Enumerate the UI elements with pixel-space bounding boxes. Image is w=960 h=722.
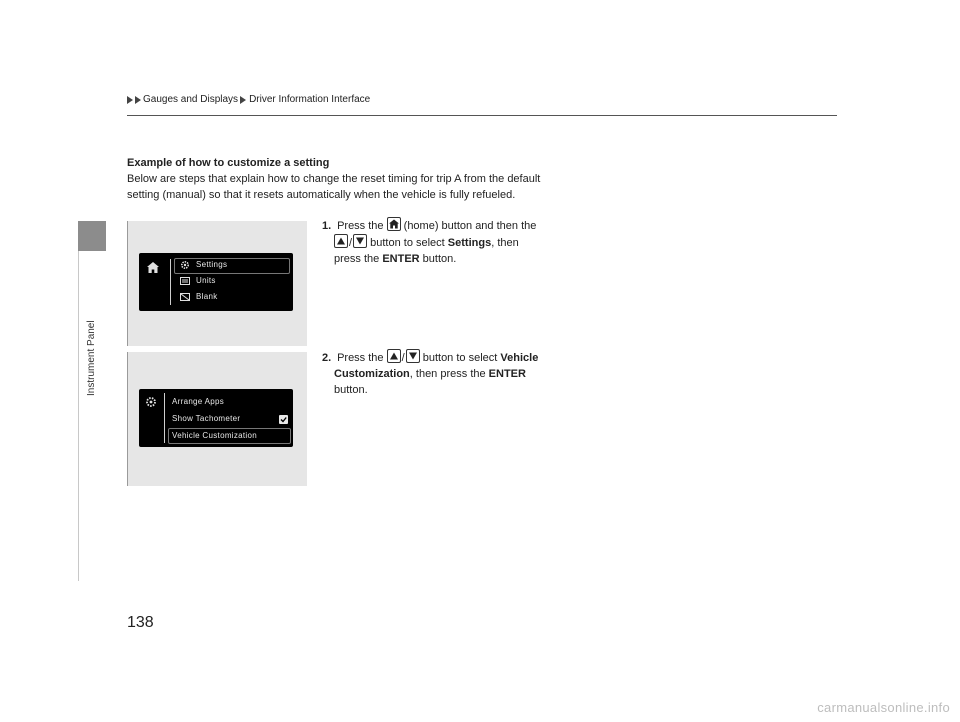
chapter-tab (78, 221, 106, 251)
page-number: 138 (127, 614, 154, 631)
intro (127, 155, 557, 203)
target-customization: Customization (334, 368, 410, 380)
display-screen (139, 253, 293, 311)
section-label: Instrument Panel (86, 320, 97, 396)
step-2: 2. Press the / button to select Vehicle Customization, then press the ENTER button. (322, 349, 557, 398)
menu-item-units: Units (196, 276, 216, 285)
breadcrumb-parent[interactable]: Gauges and Displays (143, 94, 239, 105)
breadcrumb-arrow-icon (240, 96, 246, 104)
target-settings: Settings (447, 237, 492, 249)
units-icon (180, 277, 190, 285)
breadcrumb-current: Driver Information Interface (249, 94, 371, 105)
enter-key-label: ENTER (488, 368, 526, 380)
menu-item-blank: Blank (196, 292, 218, 301)
triangle-down-icon (353, 234, 367, 248)
gear-icon (145, 396, 157, 408)
breadcrumb-arrow-icon (127, 96, 133, 104)
display-screen (139, 389, 293, 447)
breadcrumb-arrow-icon (135, 96, 141, 104)
breadcrumb (127, 94, 370, 105)
figure-settings-menu (127, 221, 307, 346)
checkbox-checked-icon (279, 415, 288, 424)
home-icon (147, 262, 159, 273)
home-icon (387, 217, 401, 231)
target-vehicle: Vehicle (500, 352, 539, 364)
step-number: 1. (322, 220, 332, 232)
menu-item-settings: Settings (196, 260, 228, 269)
blank-icon (180, 293, 190, 301)
selection-highlight (174, 258, 290, 274)
sidebar-divider (78, 251, 79, 581)
triangle-up-icon (387, 349, 401, 363)
figure-settings-submenu (127, 352, 307, 486)
step-1: 1. Press the (home) button and then the / button to select Settings, then press the ENTER button. (322, 217, 557, 267)
triangle-down-icon (406, 349, 420, 363)
menu-item-vehicle-customization: Vehicle Customization (172, 431, 258, 440)
header-rule (127, 115, 837, 116)
enter-key-label: ENTER (382, 253, 420, 265)
intro-heading: Example of how to customize a setting (127, 157, 330, 169)
step-number: 2. (322, 352, 332, 364)
menu-item-show-tachometer: Show Tachometer (172, 414, 241, 423)
menu-item-arrange-apps: Arrange Apps (172, 397, 225, 406)
watermark: carmanualsonline.info (817, 700, 950, 715)
triangle-up-icon (334, 234, 348, 248)
gear-icon (180, 260, 190, 270)
intro-body: Below are steps that explain how to change the reset timing for trip A from the default setting (manual) so that it resets automatically when the vehicle is fully refueled. (127, 173, 541, 201)
